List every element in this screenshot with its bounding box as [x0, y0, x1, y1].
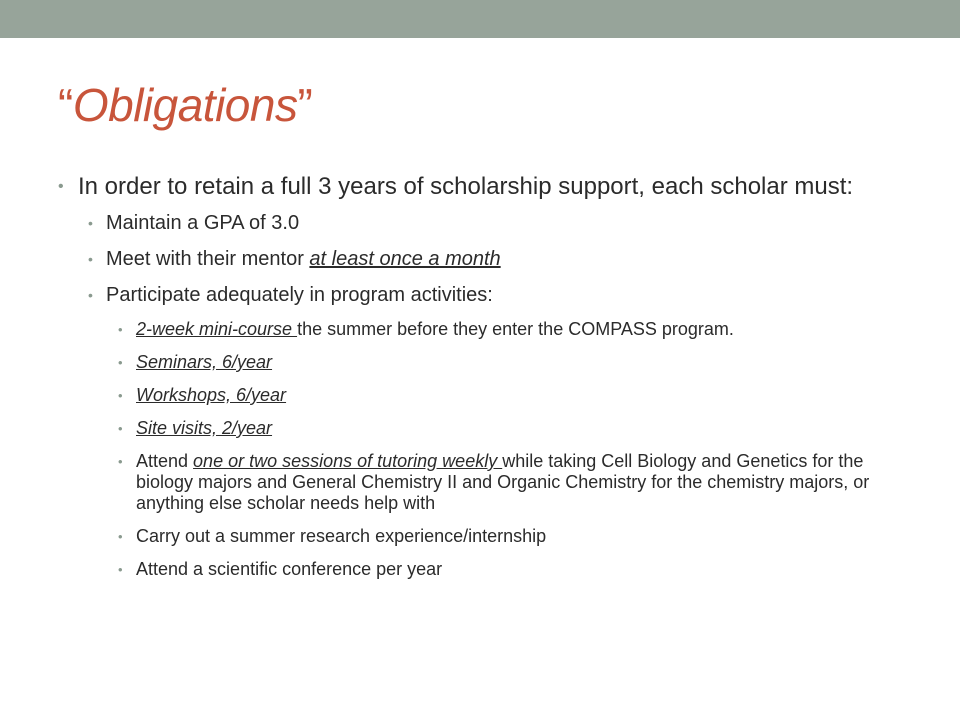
bullet-sitevisits [58, 418, 918, 439]
mentor-emphasis: at least once a month [309, 248, 501, 270]
bullet-workshops [58, 385, 918, 406]
tutoring-rest: while taking Cell Biology and Genetics for the biology majors and General Chemistry II and Organic Chemistry for the chemistry majors, or anything else scholar needs help with [136, 451, 870, 513]
minicourse-rest: the summer before they enter the COMPASS program. [297, 319, 734, 339]
participate-text: Participate adequately in program activities: [106, 284, 493, 306]
bullet-dot-icon: • [58, 178, 64, 195]
title-open-quote: “ [58, 79, 73, 131]
tutoring-prefix: Attend [136, 451, 194, 471]
title-close-quote: ” [297, 79, 313, 131]
workshops-text: Workshops, 6/year [136, 385, 287, 405]
bullet-mentor [58, 247, 918, 272]
bullet-dot-icon: • [118, 421, 123, 436]
intro-text: In order to retain a full 3 years of scholarship support, each scholar must: [78, 173, 854, 200]
bullet-dot-icon: • [118, 529, 123, 544]
bullet-research [58, 526, 918, 547]
slide-title [58, 80, 312, 131]
bullet-list [58, 172, 918, 580]
bullet-dot-icon: • [118, 454, 123, 469]
minicourse-emphasis: 2-week mini-course [136, 319, 298, 339]
seminars-text: Seminars, 6/year [136, 352, 273, 372]
bullet-dot-icon: • [88, 215, 93, 231]
bullet-conference [58, 559, 918, 580]
title-text: Obligations [72, 79, 298, 131]
bullet-participate [58, 283, 918, 308]
bullet-tutoring [58, 451, 918, 514]
bullet-intro [58, 172, 918, 201]
bullet-dot-icon: • [88, 287, 93, 303]
tutoring-emphasis: one or two sessions of tutoring weekly [193, 451, 503, 471]
mentor-prefix: Meet with their mentor [106, 248, 310, 270]
bullet-dot-icon: • [88, 251, 93, 267]
top-band [0, 0, 960, 38]
bullet-dot-icon: • [118, 322, 123, 337]
bullet-dot-icon: • [118, 562, 123, 577]
bullet-dot-icon: • [118, 388, 123, 403]
conference-text: Attend a scientific conference per year [136, 559, 443, 579]
bullet-gpa [58, 211, 918, 236]
research-text: Carry out a summer research experience/internship [136, 526, 547, 546]
bullet-minicourse [58, 319, 918, 340]
bullet-seminars [58, 352, 918, 373]
gpa-text: Maintain a GPA of 3.0 [106, 212, 300, 234]
sitevisits-text: Site visits, 2/year [136, 418, 273, 438]
bullet-dot-icon: • [118, 355, 123, 370]
slide-content [58, 172, 918, 592]
